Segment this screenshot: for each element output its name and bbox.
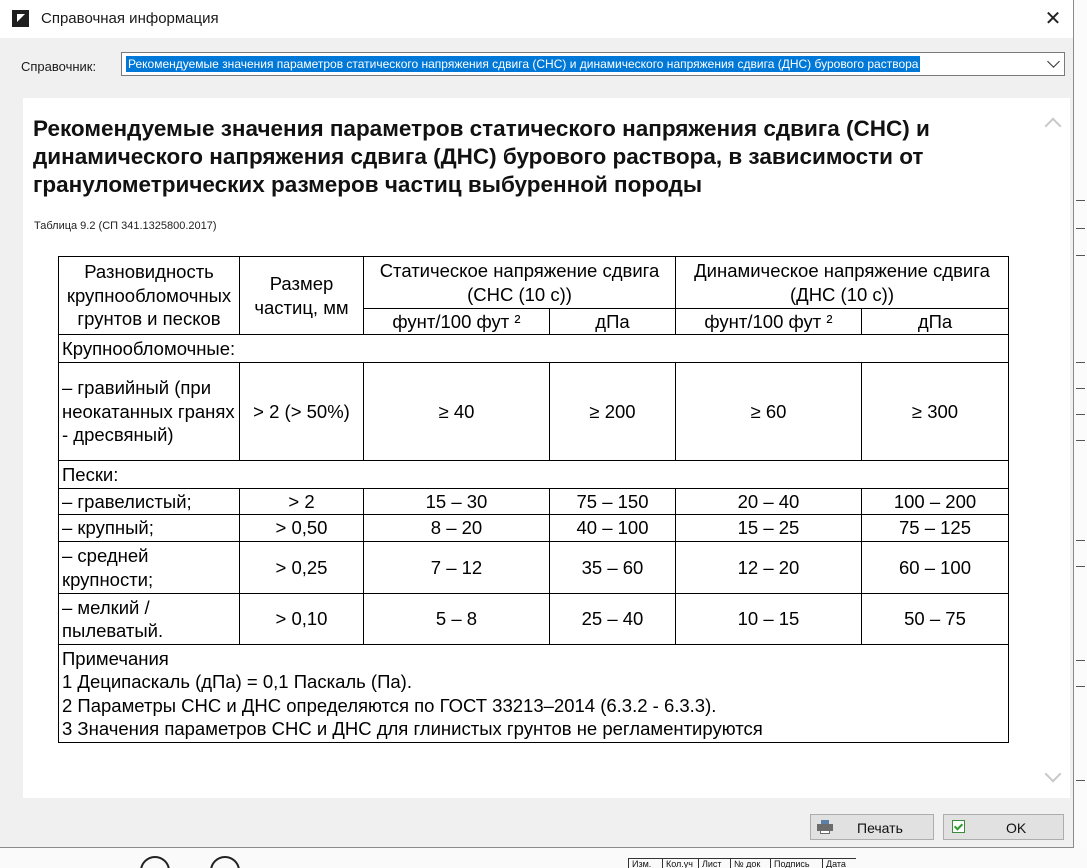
row-sns-dpa: 75 – 150 [550, 489, 676, 515]
header-unit-ft: фунт/100 фут ² [364, 309, 550, 335]
document-title: Рекомендуемые значения параметров статического напряжения сдвига (СНС) и динамического напряжения сдвига (ДНС) бурового раствора, в зависимости от гранулометрических размеров частиц выбуренной породы [33, 116, 930, 197]
app-logo-icon [12, 10, 29, 27]
scroll-down-icon[interactable] [1045, 766, 1062, 783]
stamp-cell: Кол.уч [662, 858, 698, 868]
table-row [59, 515, 1009, 542]
printer-icon [817, 820, 833, 834]
header-unit-dpa: дПа [862, 309, 1009, 335]
header-static: Статическое напряжение сдвига (СНС (10 с)) [364, 257, 676, 309]
header-type: Разновидность крупнообломочных грунтов и песков [59, 257, 240, 335]
row-dns-ft: 12 – 20 [676, 542, 862, 594]
row-dns-ft: ≥ 60 [676, 363, 862, 461]
row-sns-ft: 15 – 30 [364, 489, 550, 515]
row-name: – гравийный (при неокатанных гранях - дресвяный) [59, 363, 240, 461]
table-row [59, 594, 1009, 645]
document-viewer[interactable] [23, 98, 1070, 798]
table-row [59, 542, 1009, 594]
background-line [1076, 540, 1085, 541]
row-name: – мелкий / пылеватый. [59, 594, 240, 645]
row-sns-ft: 7 – 12 [364, 542, 550, 594]
header-unit-ft: фунт/100 фут ² [676, 309, 862, 335]
background-line [1076, 780, 1085, 781]
row-sns-dpa: 40 – 100 [550, 515, 676, 542]
title-bar [0, 0, 1073, 38]
row-size: > 2 [240, 489, 364, 515]
window-title: Справочная информация [41, 10, 219, 27]
row-name: – гравелистый; [59, 489, 240, 515]
table-caption: Таблица 9.2 (СП 341.1325800.2017) [34, 220, 217, 232]
background-line [1076, 686, 1085, 687]
reference-table [58, 256, 1009, 743]
row-name: – средней крупности; [59, 542, 240, 594]
background-line [1076, 228, 1085, 229]
note-line: 1 Деципаскаль (дПа) = 0,1 Паскаль (Па). [62, 671, 412, 692]
reference-label: Справочник: [21, 59, 97, 74]
table-row [59, 363, 1009, 461]
row-dns-dpa: 60 – 100 [862, 542, 1009, 594]
row-size: > 2 (> 50%) [240, 363, 364, 461]
row-dns-ft: 20 – 40 [676, 489, 862, 515]
close-button[interactable]: ✕ [1044, 8, 1062, 30]
drawing-circle [210, 856, 240, 868]
print-button[interactable] [810, 814, 934, 840]
row-sns-dpa: 35 – 60 [550, 542, 676, 594]
header-size: Размер частиц, мм [240, 257, 364, 335]
row-dns-ft: 10 – 15 [676, 594, 862, 645]
background-drawing-stamp [0, 848, 1087, 868]
background-line [1076, 200, 1085, 201]
row-dns-dpa: 100 – 200 [862, 489, 1009, 515]
row-size: > 0,10 [240, 594, 364, 645]
print-button-label: Печать [857, 820, 903, 836]
stamp-cell: Подпись [770, 858, 822, 868]
row-sns-dpa: ≥ 200 [550, 363, 676, 461]
background-line [1076, 414, 1085, 415]
stamp-cell: № док [730, 858, 770, 868]
row-size: > 0,50 [240, 515, 364, 542]
row-dns-dpa: 75 – 125 [862, 515, 1009, 542]
header-dynamic: Динамическое напряжение сдвига (ДНС (10 с)) [676, 257, 1009, 309]
background-line [1076, 440, 1085, 441]
row-sns-ft: 5 – 8 [364, 594, 550, 645]
stamp-cell: Изм. [628, 858, 662, 868]
background-line [1076, 388, 1085, 389]
note-line: 3 Значения параметров СНС и ДНС для глинистых грунтов не регламентируются [62, 718, 763, 739]
background-line [1076, 660, 1085, 661]
ok-button-label: OK [1006, 820, 1027, 836]
row-dns-dpa: 50 – 75 [862, 594, 1009, 645]
row-sns-dpa: 25 – 40 [550, 594, 676, 645]
table-notes [59, 645, 1009, 743]
drawing-circle [140, 856, 170, 868]
background-app-edge [1074, 0, 1087, 868]
row-name: – крупный; [59, 515, 240, 542]
ok-button[interactable] [943, 814, 1064, 840]
header-unit-dpa: дПа [550, 309, 676, 335]
background-line [1076, 255, 1085, 256]
group-title: Пески: [59, 461, 1009, 489]
background-line [1076, 362, 1085, 363]
row-sns-ft: ≥ 40 [364, 363, 550, 461]
scroll-up-icon[interactable] [1045, 118, 1062, 135]
checkmark-icon [952, 820, 965, 833]
reference-select-value: Рекомендуемые значения параметров статического напряжения сдвига (СНС) и динамического напряжения сдвига (ДНС) бурового раствора [128, 57, 919, 71]
chevron-down-icon [1047, 55, 1060, 68]
group-title: Крупнообломочные: [59, 335, 1009, 363]
note-line: 2 Параметры СНС и ДНС определяются по ГОСТ 33213–2014 (6.3.2 - 6.3.3). [62, 694, 717, 716]
row-dns-ft: 15 – 25 [676, 515, 862, 542]
row-sns-ft: 8 – 20 [364, 515, 550, 542]
background-line [1076, 566, 1085, 567]
table-row [59, 489, 1009, 515]
row-dns-dpa: ≥ 300 [862, 363, 1009, 461]
notes-title: Примечания [62, 647, 169, 669]
reference-select[interactable] [121, 52, 1065, 76]
stamp-cell: Дата [822, 858, 856, 868]
stamp-cell: Лист [698, 858, 730, 868]
row-size: > 0,25 [240, 542, 364, 594]
